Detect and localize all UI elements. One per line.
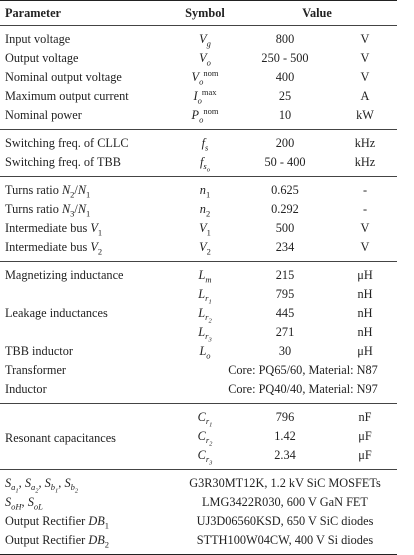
- parameter-name: $S_{a_1}$, $S_{a_2}$, $S_{b_1}$, $S_{b_2}$: [0, 470, 173, 494]
- parameter-name: Maximum output current: [5, 89, 129, 103]
- core-spec-cell: Core: PQ65/60, Material: N87: [228, 363, 378, 377]
- symbol-cell: $f_s$: [173, 130, 237, 154]
- parameter-name: $S_{oH}$, $S_{oL}$: [5, 495, 43, 512]
- table-row: [0, 470, 397, 494]
- parameter-name: Intermediate bus $V_2$: [5, 240, 103, 257]
- table-row: [0, 531, 397, 555]
- parameter-name: Intermediate bus $V_1$: [5, 221, 103, 238]
- header-value: Value: [237, 1, 397, 26]
- symbol-cell: $C_{r_3}$: [197, 448, 213, 468]
- table-row: [0, 106, 397, 130]
- core-spec-cell: Core: PQ40/40, Material: N97: [228, 382, 378, 396]
- symbol-cell: $V_2$: [199, 240, 211, 257]
- device-spec-cell: UJ3D06560KSD, 650 V SiC diodes: [196, 514, 374, 528]
- parameter-name: Resonant capacitances: [0, 404, 173, 470]
- table-row: [0, 219, 397, 238]
- table-header-row: [0, 1, 397, 26]
- symbol-cell: $P_o^{nom}$: [191, 105, 219, 125]
- unit-cell: V: [360, 240, 370, 254]
- unit-cell: kHz: [333, 130, 397, 154]
- table-row: [0, 177, 397, 201]
- unit-cell: μH: [333, 262, 397, 286]
- symbol-cell: $L_{r_2}$: [198, 306, 212, 326]
- table-row: [0, 238, 397, 262]
- parameter-name: Output voltage: [5, 51, 79, 65]
- table-row: [0, 404, 397, 428]
- table-row: [0, 130, 397, 154]
- symbol-cell: $V_o^{nom}$: [191, 67, 219, 87]
- unit-cell: -: [333, 177, 397, 201]
- parameter-name: [0, 285, 173, 304]
- parameter-name: Nominal power: [5, 108, 82, 122]
- parameter-name: [0, 323, 173, 342]
- unit-cell: μF: [358, 448, 372, 462]
- table-row: [0, 262, 397, 286]
- value-cell: 25: [278, 89, 292, 103]
- table-row: [0, 304, 397, 323]
- value-cell: 271: [275, 325, 295, 339]
- header-parameter: Parameter: [0, 1, 173, 26]
- device-spec-cell: LMG3422R030, 600 V GaN FET: [202, 495, 368, 509]
- parameter-name: Input voltage: [0, 26, 173, 50]
- value-cell: 500: [275, 221, 295, 235]
- unit-cell: kHz: [354, 155, 376, 169]
- parameter-name: TBB inductor: [5, 344, 73, 358]
- table-row: [0, 285, 397, 304]
- unit-cell: nH: [357, 325, 373, 339]
- unit-cell: V: [333, 26, 397, 50]
- parameter-name: Leakage inductances: [5, 306, 108, 320]
- table-row: [0, 361, 397, 380]
- unit-cell: V: [360, 70, 370, 84]
- table-row: [0, 512, 397, 531]
- symbol-cell: $C_{r_1}$: [173, 404, 237, 428]
- table-row: [0, 200, 397, 219]
- value-cell: 796: [237, 404, 333, 428]
- symbol-cell: $f_{s_o}$: [200, 155, 210, 175]
- value-cell: 234: [275, 240, 295, 254]
- unit-cell: V: [360, 51, 370, 65]
- unit-cell: μH: [357, 344, 373, 358]
- table-row: [0, 26, 397, 50]
- value-cell: 445: [275, 306, 295, 320]
- table-row: [0, 380, 397, 404]
- symbol-cell: $I_o^{max}$: [193, 86, 217, 106]
- unit-cell: nH: [357, 306, 373, 320]
- parameter-name: Switching freq. of CLLC: [0, 130, 173, 154]
- table-row: [0, 323, 397, 342]
- unit-cell: nH: [357, 287, 373, 301]
- value-cell: 200: [237, 130, 333, 154]
- value-cell: 1.42: [274, 429, 296, 443]
- device-spec-cell: STTH100W04CW, 400 V Si diodes: [173, 531, 397, 555]
- symbol-cell: $L_{r_3}$: [198, 325, 212, 345]
- parameter-name: Turns ratio $N_3/N_1$: [5, 202, 91, 219]
- value-cell: 50 - 400: [264, 155, 306, 169]
- value-cell: 2.34: [274, 448, 296, 462]
- table-row: [0, 49, 397, 68]
- parameter-name: Turns ratio $N_2/N_1$: [0, 177, 173, 201]
- value-cell: 215: [237, 262, 333, 286]
- unit-cell: -: [362, 202, 368, 216]
- table-row: [0, 87, 397, 106]
- symbol-cell: $L_o$: [199, 344, 211, 361]
- parameter-name: Inductor: [5, 382, 47, 396]
- symbol-cell: $L_{r_1}$: [198, 287, 212, 307]
- device-spec-cell: G3R30MT12K, 1.2 kV SiC MOSFETs: [173, 470, 397, 494]
- symbol-cell: $C_{r_2}$: [197, 429, 213, 449]
- value-cell: 400: [275, 70, 295, 84]
- unit-cell: A: [360, 89, 370, 103]
- symbol-cell: $V_o$: [199, 51, 211, 68]
- unit-cell: kW: [356, 108, 374, 122]
- header-symbol: Symbol: [173, 1, 237, 26]
- symbol-cell: $V_g$: [173, 26, 237, 50]
- symbol-cell: $L_m$: [173, 262, 237, 286]
- value-cell: 795: [275, 287, 295, 301]
- parameter-name: Magnetizing inductance: [0, 262, 173, 286]
- table-row: [0, 342, 397, 361]
- unit-cell: μF: [358, 429, 372, 443]
- value-cell: 250 - 500: [261, 51, 309, 65]
- symbol-cell: $V_1$: [199, 221, 211, 238]
- value-cell: 30: [278, 344, 292, 358]
- symbol-cell: $n_2$: [199, 202, 211, 219]
- value-cell: 0.292: [271, 202, 299, 216]
- table-row: [0, 493, 397, 512]
- unit-cell: V: [360, 221, 370, 235]
- value-cell: 10: [278, 108, 292, 122]
- parameter-name: Output Rectifier $DB_2$: [0, 531, 173, 555]
- table-row: [0, 153, 397, 177]
- parameter-name: Switching freq. of TBB: [5, 155, 121, 169]
- parameter-name: Transformer: [5, 363, 67, 377]
- parameter-name: Nominal output voltage: [5, 70, 122, 84]
- value-cell: 800: [237, 26, 333, 50]
- parameter-name: Output Rectifier $DB_1$: [5, 514, 109, 531]
- symbol-cell: $n_1$: [173, 177, 237, 201]
- value-cell: 0.625: [237, 177, 333, 201]
- unit-cell: nF: [333, 404, 397, 428]
- table-row: [0, 68, 397, 87]
